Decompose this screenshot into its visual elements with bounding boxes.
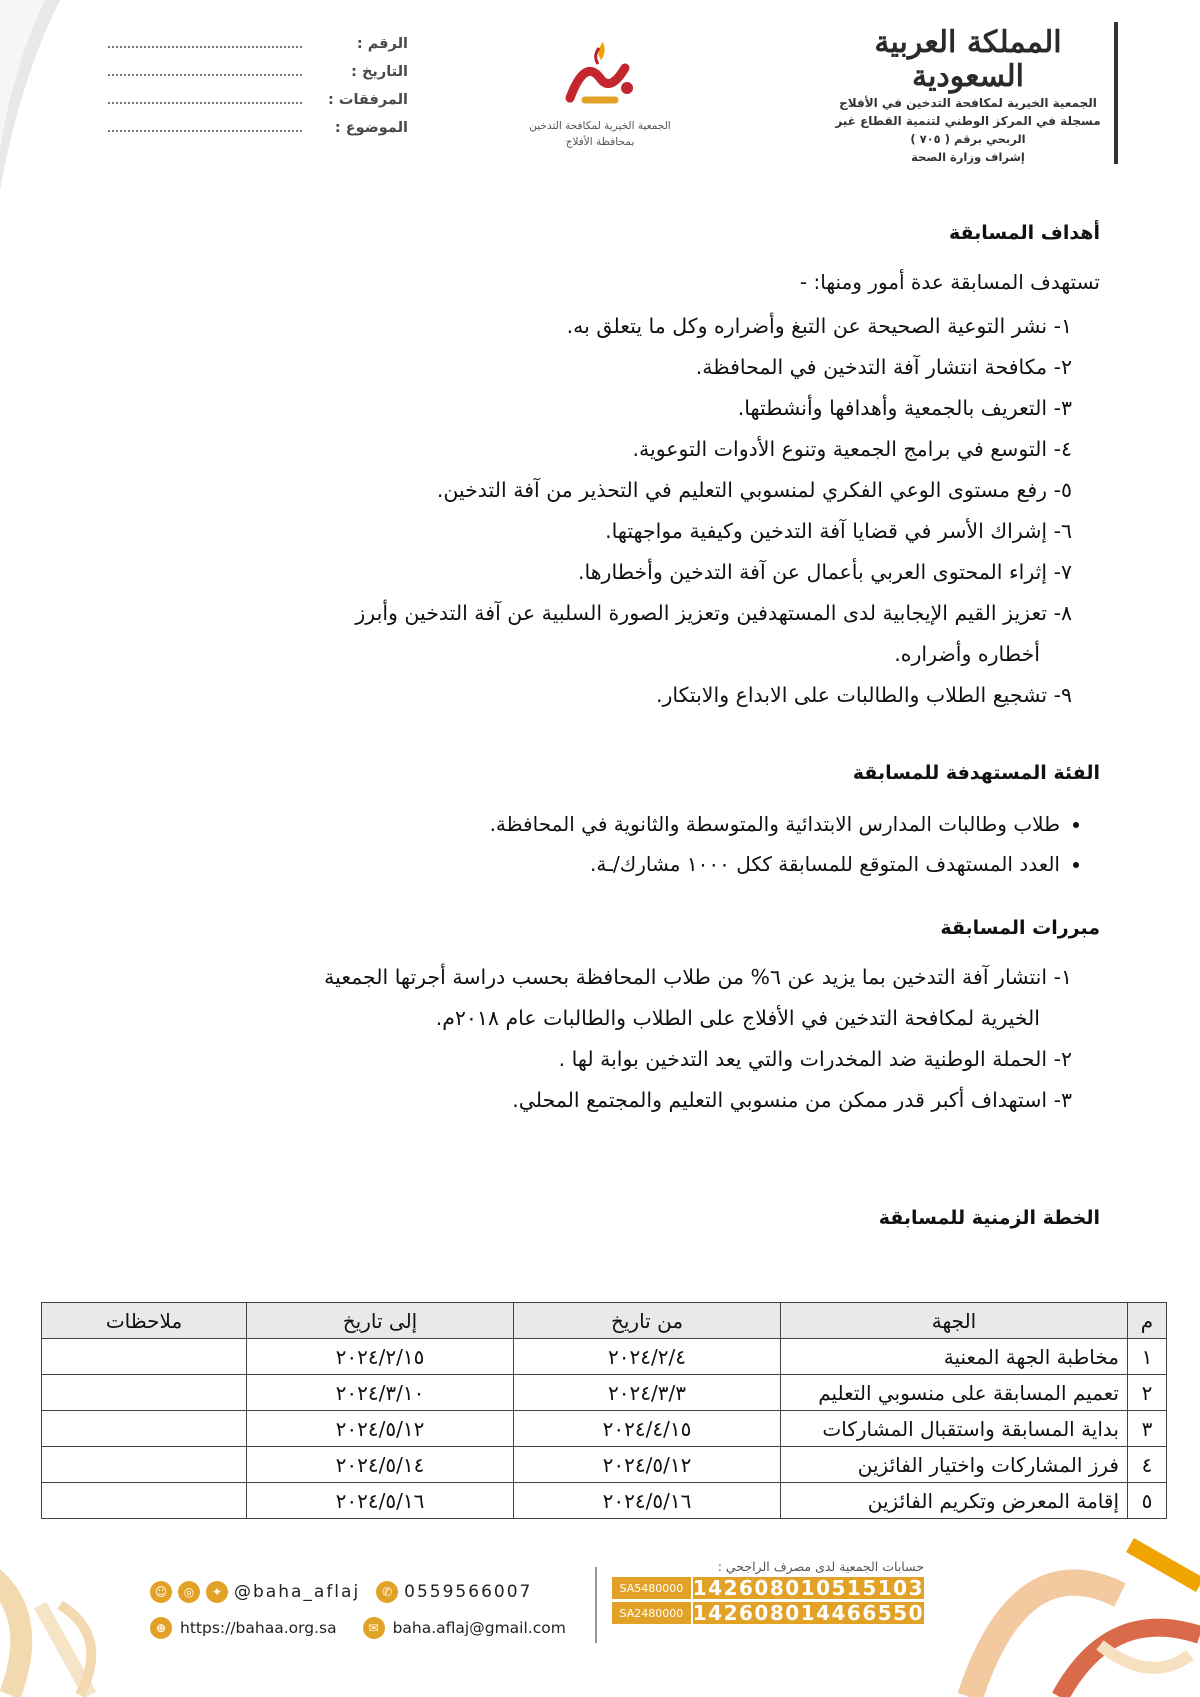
table-row [42, 1483, 1167, 1519]
target-item: • طلاب وطالبات المدارس الابتدائية والمتوسطة والثانوية في المحافظة. [140, 804, 1060, 844]
website-link[interactable]: https://bahaa.org.sa [180, 1619, 337, 1637]
iban-row-2 [612, 1602, 924, 1624]
table-cell: مخاطبة الجهة المعنية [781, 1339, 1128, 1375]
table-cell: ٢ [1128, 1375, 1167, 1411]
column-header: الجهة [781, 1303, 1128, 1339]
kingdom-title: المملكة العربية السعودية [874, 25, 1062, 94]
org-name: الجمعية الخيرية لمكافحة التدخين في الأفلاج [839, 96, 1097, 110]
iban-2-prefix: SA2480000 [612, 1602, 691, 1624]
logo-subtitle-2: بمحافظة الأفلاج [565, 136, 635, 148]
table-row [42, 1447, 1167, 1483]
table-cell: ٢٠٢٤/٥/١٤ [247, 1447, 514, 1483]
subject-field [108, 118, 302, 132]
snapchat-icon[interactable]: ☺ [150, 1581, 172, 1603]
table-cell: ٢٠٢٤/٢/١٥ [247, 1339, 514, 1375]
subject-label: الموضوع : [334, 120, 408, 136]
table-cell: ٢٠٢٤/٣/١٠ [247, 1375, 514, 1411]
header-org-block [818, 26, 1118, 166]
meta-subject-row [108, 118, 408, 146]
justification-item: ١- انتشار آفة التدخين بما يزيد عن ٦% من طلاب المحافظة بحسب دراسة أجرتها الجمعية [324, 965, 1072, 989]
letter-meta-block [108, 34, 408, 146]
goal-item: ٧- إثراء المحتوى العربي بأعمال عن آفة التدخين وأخطارها. [577, 560, 1072, 584]
table-row [42, 1375, 1167, 1411]
phone-number[interactable]: 0559566007 [404, 1582, 533, 1602]
web-row [150, 1617, 566, 1639]
goal-item: ٣- التعريف بالجمعية وأهدافها وأنشطتها. [737, 396, 1072, 420]
column-header: ملاحظات [42, 1303, 247, 1339]
justifications-heading: مبررات المسابقة [940, 917, 1100, 939]
goal-item: ٨- تعزيز القيم الإيجابية لدى المستهدفين وتعزيز الصورة السلبية عن آفة التدخين وأبرز [355, 601, 1072, 625]
number-label: الرقم : [356, 36, 408, 52]
logo-mark-icon [555, 38, 645, 113]
email-icon: ✉ [363, 1617, 385, 1639]
goal-item: ٥- رفع مستوى الوعي الفكري لمنسوبي التعليم في التحذير من آفة التدخين. [436, 478, 1072, 502]
bank-accounts [612, 1559, 924, 1624]
justifications-section [140, 917, 1100, 1121]
table-cell: بداية المسابقة واستقبال المشاركات [781, 1411, 1128, 1447]
table-cell: ٢٠٢٤/٥/١٦ [514, 1483, 781, 1519]
table-cell: ٥ [1128, 1483, 1167, 1519]
goals-heading: أهداف المسابقة [948, 222, 1100, 244]
iban-2-number: 142608014466550 [692, 1601, 924, 1625]
goals-list [140, 306, 1100, 716]
footer [0, 1545, 1200, 1697]
table-cell: تعميم المسابقة على منسوبي التعليم [781, 1375, 1128, 1411]
goal-item: ٤- التوسع في برامج الجمعية وتنوع الأدوات التوعوية. [632, 437, 1072, 461]
footer-left-pattern [0, 1545, 150, 1697]
goal-item: ١- نشر التوعية الصحيحة عن التبغ وأضراره وكل ما يتعلق به. [566, 314, 1072, 338]
column-header: إلى تاريخ [247, 1303, 514, 1339]
table-cell: ١ [1128, 1339, 1167, 1375]
instagram-icon[interactable]: ◎ [178, 1581, 200, 1603]
attachments-field [108, 90, 302, 104]
justification-item: ٣- استهداف أكبر قدر ممكن من منسوبي التعليم والمجتمع المحلي. [512, 1088, 1072, 1112]
table-cell: إقامة المعرض وتكريم الفائزين [781, 1483, 1128, 1519]
target-list [140, 804, 1100, 884]
footer-divider [595, 1567, 597, 1643]
goal-item-continued: أخطاره وأضراره. [894, 642, 1040, 666]
globe-icon: ⊕ [150, 1617, 172, 1639]
table-row [42, 1339, 1167, 1375]
attachments-label: المرفقات : [328, 92, 408, 108]
meta-date-row [108, 62, 408, 90]
table-cell: ٢٠٢٤/٤/١٥ [514, 1411, 781, 1447]
table-cell [42, 1339, 247, 1375]
email-link[interactable]: baha.aflaj@gmail.com [392, 1619, 566, 1637]
goal-item: ٢- مكافحة انتشار آفة التدخين في المحافظة. [695, 355, 1072, 379]
registration-line: مسجلة في المركز الوطني لتنمية القطاع غير [835, 114, 1101, 128]
social-row [150, 1581, 532, 1603]
page-curl-decoration [0, 0, 90, 190]
date-label: التاريخ : [351, 64, 408, 80]
social-handle[interactable]: @baha_aflaj [234, 1582, 361, 1602]
iban-row-1 [612, 1577, 924, 1599]
logo-subtitle-1: الجمعية الخيرية لمكافحة التدخين [529, 120, 671, 132]
table-cell [42, 1375, 247, 1411]
table-cell: ٢٠٢٤/٣/٣ [514, 1375, 781, 1411]
iban-1-number: 142608010515103 [692, 1576, 924, 1600]
registration-number: الربحي برقم ( ٧٠٥ ) [910, 132, 1026, 146]
footer-right-pattern [930, 1525, 1200, 1697]
goals-section [140, 222, 1100, 716]
number-field [108, 34, 302, 48]
iban-1-prefix: SA5480000 [612, 1577, 691, 1599]
target-heading: الفئة المستهدفة للمسابقة [852, 762, 1100, 784]
column-header: من تاريخ [514, 1303, 781, 1339]
twitter-icon[interactable]: ✦ [206, 1581, 228, 1603]
table-header-row [42, 1303, 1167, 1339]
table-cell [42, 1447, 247, 1483]
justifications-list [140, 957, 1100, 1121]
goal-item: ٦- إشراك الأسر في قضايا آفة التدخين وكيفية مواجهتها. [605, 519, 1072, 543]
timeline-section [140, 1207, 1100, 1229]
table-cell: ٢٠٢٤/٢/٤ [514, 1339, 781, 1375]
table-cell: فرز المشاركات واختيار الفائزين [781, 1447, 1128, 1483]
bank-title: حسابات الجمعية لدى مصرف الراجحي : [717, 1559, 924, 1574]
baha-logo [515, 38, 685, 158]
table-cell: ٣ [1128, 1411, 1167, 1447]
target-item: • العدد المستهدف المتوقع للمسابقة ككل ١٠٠٠ مشارك/ـة. [140, 844, 1060, 884]
table-cell: ٤ [1128, 1447, 1167, 1483]
date-field [108, 62, 302, 76]
target-section [140, 762, 1100, 884]
justification-item-continued: الخيرية لمكافحة التدخين في الأفلاج على الطلاب والطالبات عام ٢٠١٨م. [435, 1006, 1040, 1030]
goals-intro: تستهدف المسابقة عدة أمور ومنها: - [799, 270, 1100, 294]
table-cell: ٢٠٢٤/٥/١٢ [514, 1447, 781, 1483]
goal-item: ٩- تشجيع الطلاب والطالبات على الابداع والابتكار. [655, 683, 1072, 707]
table-row [42, 1411, 1167, 1447]
table-cell: ٢٠٢٤/٥/١٦ [247, 1483, 514, 1519]
timeline-table [41, 1302, 1167, 1519]
table-cell [42, 1411, 247, 1447]
whatsapp-icon[interactable]: ✆ [376, 1581, 398, 1603]
table-cell [42, 1483, 247, 1519]
justification-item: ٢- الحملة الوطنية ضد المخدرات والتي يعد التدخين بوابة لها . [558, 1047, 1072, 1071]
meta-number-row [108, 34, 408, 62]
timeline-heading: الخطة الزمنية للمسابقة [878, 1207, 1100, 1229]
column-header: م [1128, 1303, 1167, 1339]
meta-attachments-row [108, 90, 408, 118]
supervision-line: إشراف وزارة الصحة [911, 150, 1025, 164]
table-cell: ٢٠٢٤/٥/١٢ [247, 1411, 514, 1447]
